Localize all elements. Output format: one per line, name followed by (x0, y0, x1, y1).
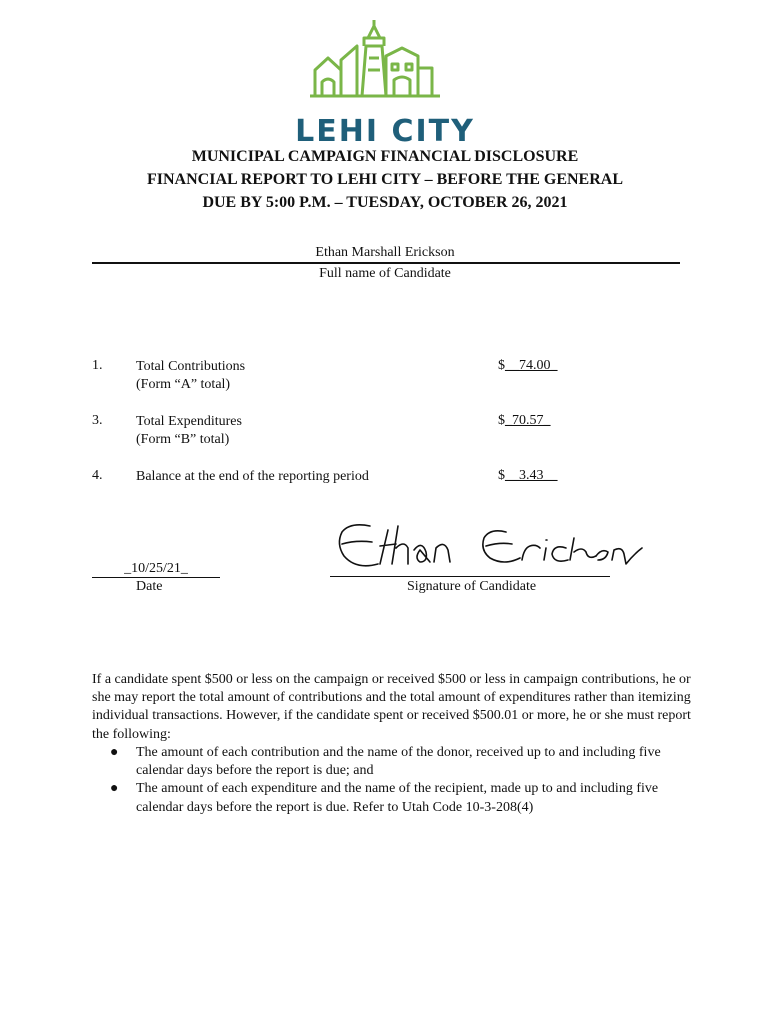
logo (0, 18, 770, 149)
item-1-currency: $ (498, 358, 505, 373)
signature-line (330, 576, 610, 577)
title-line-1: MUNICIPAL CAMPAIGN FINANCIAL DISCLOSURE (191, 148, 579, 165)
item-4-label: Balance at the end of the reporting period (136, 469, 369, 484)
item-3-sublabel: (Form “B” total) (136, 432, 230, 447)
item-4-amount-field (498, 468, 558, 484)
item-3-label: Total Expenditures (136, 414, 242, 429)
candidate-name: Ethan Marshall Erickson (315, 245, 455, 260)
date-caption: Date (136, 579, 163, 594)
title-line-2: FINANCIAL REPORT TO LEHI CITY – BEFORE THE GENERAL (147, 171, 623, 188)
bullet-item-2 (92, 780, 692, 816)
item-3-currency: $ (498, 413, 505, 428)
item-3-amount-field (498, 413, 551, 429)
candidate-name-rule (92, 262, 680, 264)
bullet-1-text: The amount of each contribution and the name of the donor, received up to and including five calendar days before the report is due; and (136, 745, 661, 779)
bullet-item-1 (92, 744, 692, 780)
item-4-amount: __3.43__ (505, 468, 558, 483)
city-skyline-logo-icon (310, 18, 460, 98)
bullet-2-text: The amount of each expenditure and the name of the recipient, made up to and including five calendar days before the report is due. Refer to Utah Code 10-3-208(4) (136, 781, 659, 815)
item-3-amount: _70.57_ (505, 413, 551, 428)
item-1-label: Total Contributions (136, 359, 246, 374)
date-value: _10/25/21_ (92, 561, 220, 578)
document-title (0, 145, 770, 214)
title-line-3: DUE BY 5:00 P.M. – TUESDAY, OCTOBER 26, 2021 (202, 194, 568, 211)
item-1-amount: __74.00_ (505, 358, 558, 373)
signature-caption: Signature of Candidate (407, 579, 537, 594)
bullet-2-marker: ● (110, 781, 119, 797)
logo-text: LEHI CITY (295, 114, 475, 149)
bullet-1-marker: ● (110, 745, 119, 760)
instructions-paragraph: If a candidate spent $500 or less on the campaign or received $500 or less in campaign contributions, he or she may report the total amount of contributions and the total amount of expenditures rather than itemizing individual transactions. However, if the candidate spent or received $500.01 or more, he or she must report the following: (92, 672, 691, 742)
item-3-label-block (136, 413, 242, 449)
item-1-sublabel: (Form “A” total) (136, 377, 231, 392)
item-4-currency: $ (498, 468, 505, 483)
item-4-number: 4. (92, 468, 103, 483)
item-1-label-block (136, 358, 245, 394)
item-4-label-block (136, 468, 369, 486)
item-1-amount-field (498, 358, 558, 374)
signature-handwriting-icon (330, 518, 650, 582)
candidate-name-caption: Full name of Candidate (319, 266, 451, 281)
item-3-number: 3. (92, 413, 103, 428)
instructions-bullet-list (92, 744, 692, 817)
item-1-number: 1. (92, 358, 103, 373)
